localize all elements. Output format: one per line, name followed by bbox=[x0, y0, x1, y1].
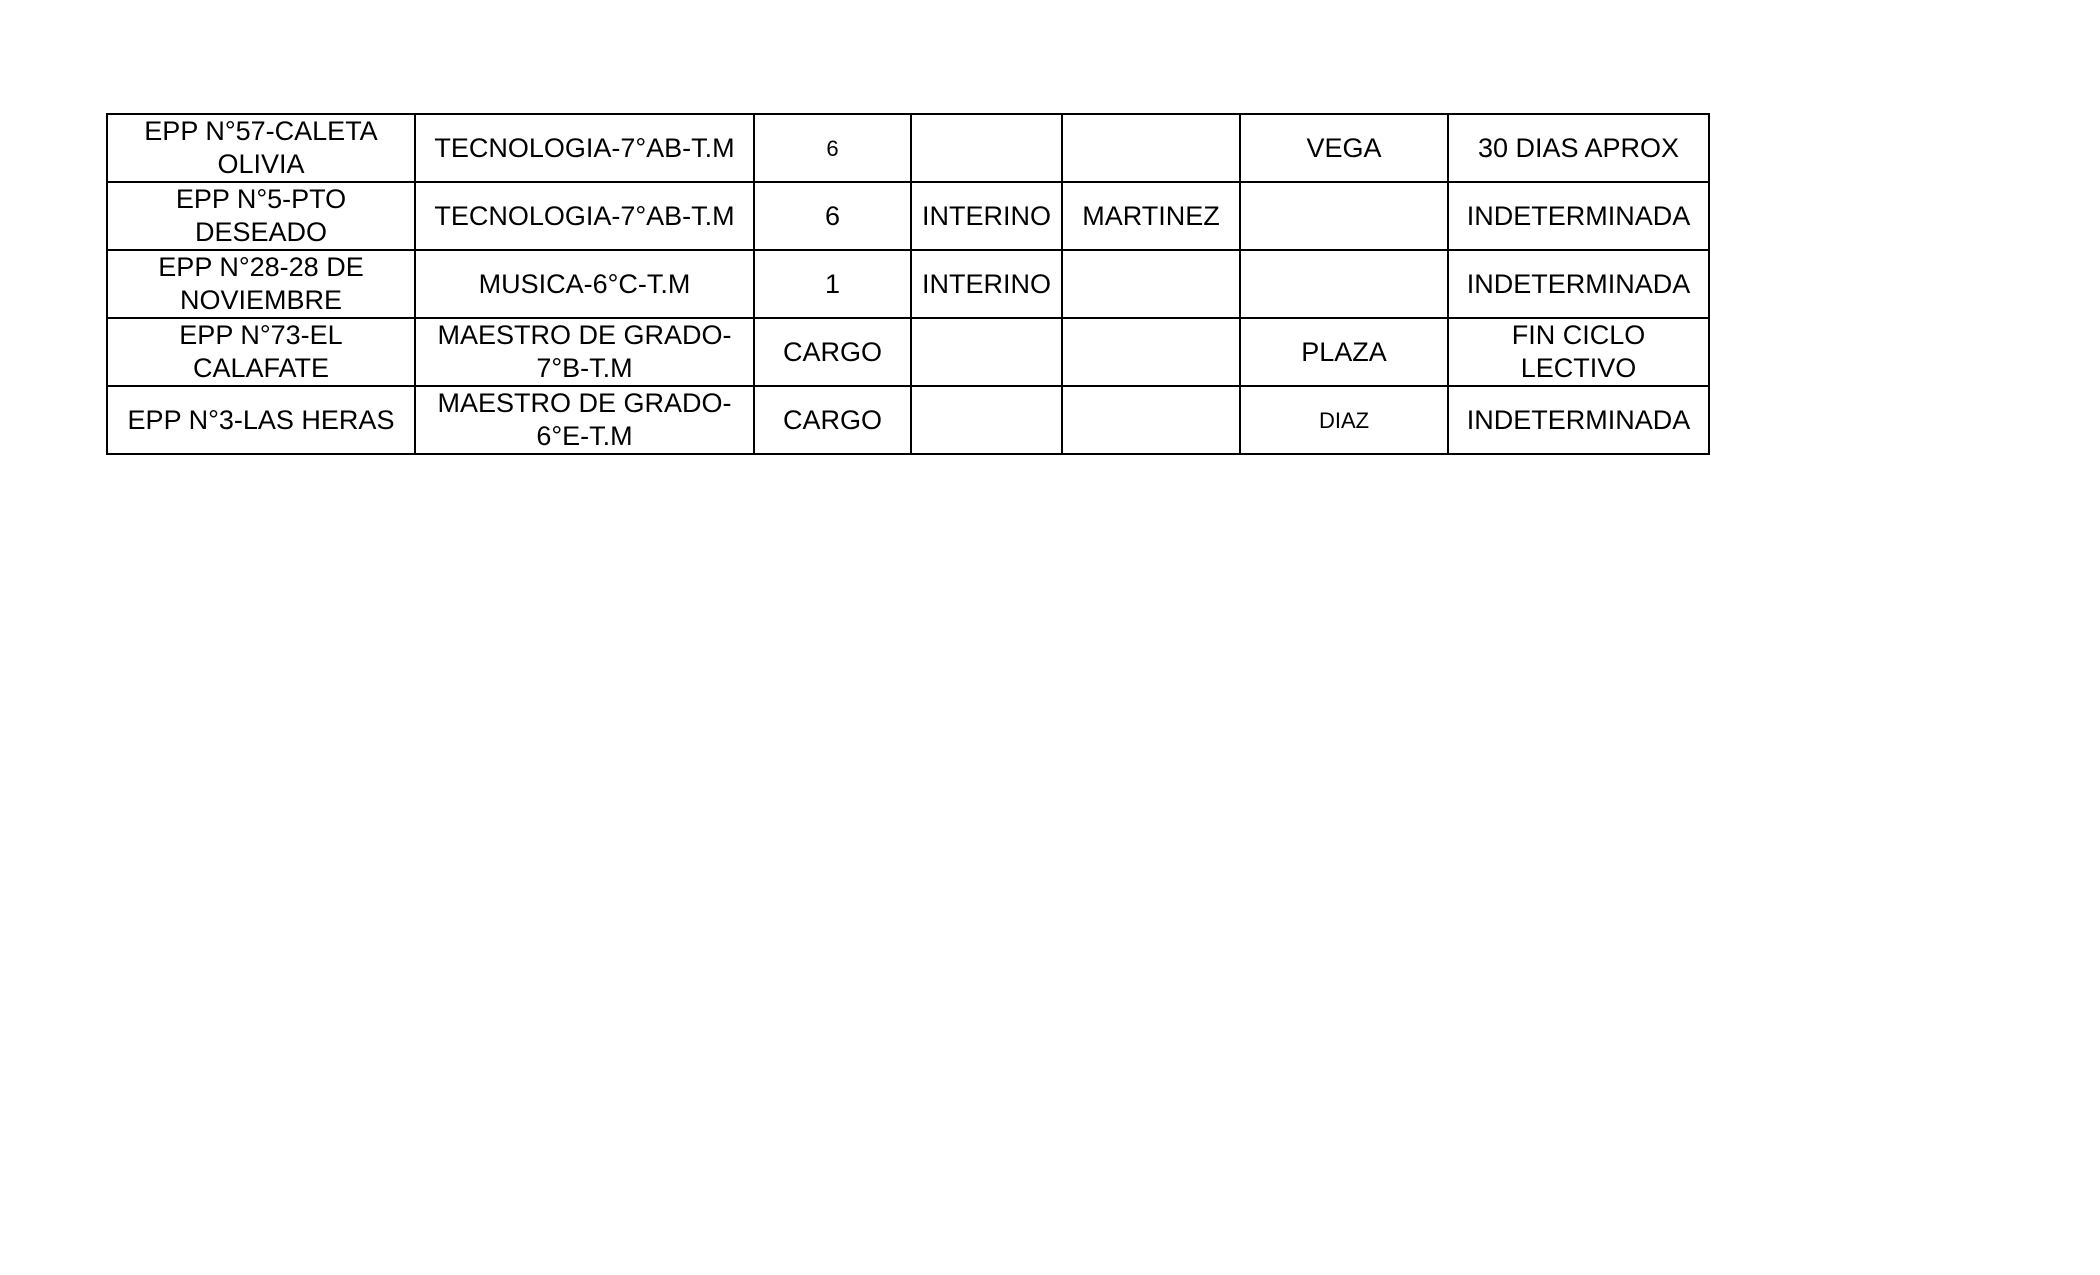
cell-reemplaza: VEGA bbox=[1240, 114, 1448, 182]
cell-docente bbox=[1062, 386, 1240, 454]
cell-horas: 6 bbox=[754, 114, 911, 182]
cell-escuela: EPP N°73-EL CALAFATE bbox=[107, 318, 415, 386]
cell-docente bbox=[1062, 250, 1240, 318]
table-row bbox=[107, 386, 1709, 454]
cell-docente bbox=[1062, 318, 1240, 386]
cell-horas: CARGO bbox=[754, 386, 911, 454]
table-row bbox=[107, 114, 1709, 182]
cell-reemplaza: DIAZ bbox=[1240, 386, 1448, 454]
cell-duracion: INDETERMINADA bbox=[1448, 250, 1709, 318]
cell-docente: MARTINEZ bbox=[1062, 182, 1240, 250]
cell-escuela: EPP N°28-28 DE NOVIEMBRE bbox=[107, 250, 415, 318]
table-row bbox=[107, 182, 1709, 250]
cell-reemplaza bbox=[1240, 250, 1448, 318]
cell-docente bbox=[1062, 114, 1240, 182]
cell-duracion: 30 DIAS APROX bbox=[1448, 114, 1709, 182]
cell-horas: CARGO bbox=[754, 318, 911, 386]
cell-duracion: FIN CICLO LECTIVO bbox=[1448, 318, 1709, 386]
table-row bbox=[107, 318, 1709, 386]
cell-duracion: INDETERMINADA bbox=[1448, 182, 1709, 250]
cell-reemplaza bbox=[1240, 182, 1448, 250]
cell-materia: MAESTRO DE GRADO-7°B-T.M bbox=[415, 318, 754, 386]
cell-horas: 6 bbox=[754, 182, 911, 250]
cell-situacion: INTERINO bbox=[911, 250, 1062, 318]
cell-materia: TECNOLOGIA-7°AB-T.M bbox=[415, 182, 754, 250]
cell-escuela: EPP N°57-CALETA OLIVIA bbox=[107, 114, 415, 182]
cell-reemplaza: PLAZA bbox=[1240, 318, 1448, 386]
cell-situacion bbox=[911, 386, 1062, 454]
cell-materia: MAESTRO DE GRADO-6°E-T.M bbox=[415, 386, 754, 454]
cell-horas: 1 bbox=[754, 250, 911, 318]
cell-escuela: EPP N°3-LAS HERAS bbox=[107, 386, 415, 454]
vacancies-table bbox=[106, 113, 1710, 455]
cell-escuela: EPP N°5-PTO DESEADO bbox=[107, 182, 415, 250]
cell-situacion bbox=[911, 114, 1062, 182]
table-row bbox=[107, 250, 1709, 318]
cell-situacion bbox=[911, 318, 1062, 386]
cell-situacion: INTERINO bbox=[911, 182, 1062, 250]
cell-duracion: INDETERMINADA bbox=[1448, 386, 1709, 454]
cell-materia: MUSICA-6°C-T.M bbox=[415, 250, 754, 318]
cell-materia: TECNOLOGIA-7°AB-T.M bbox=[415, 114, 754, 182]
